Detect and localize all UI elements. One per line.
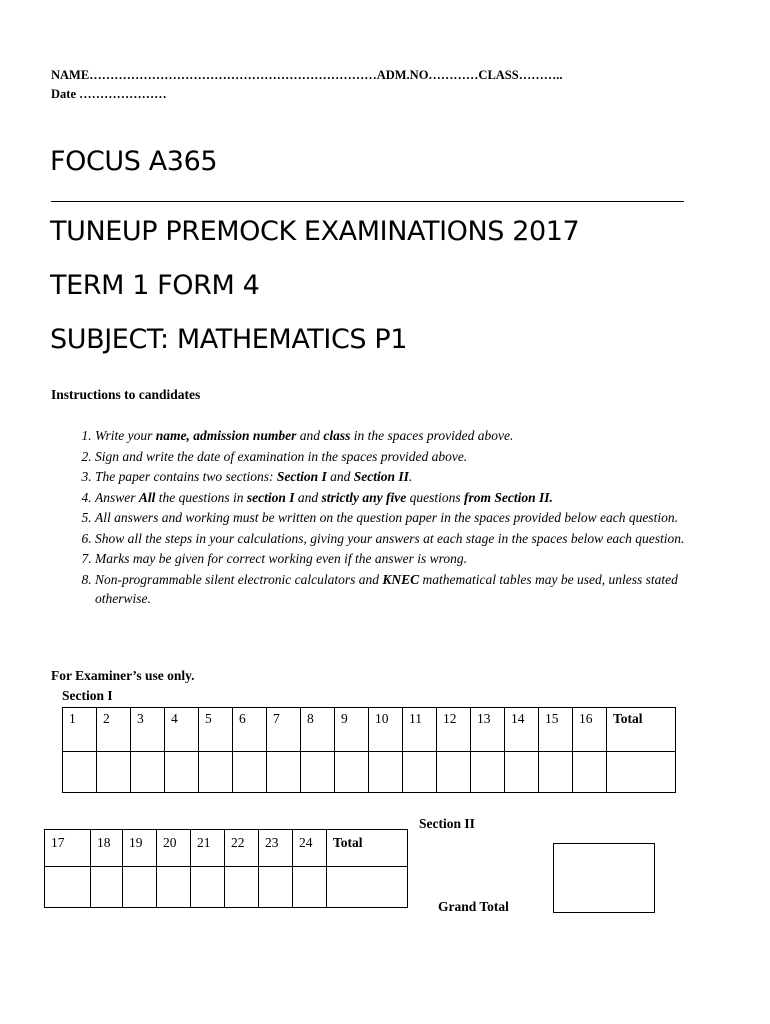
question-number-header: 13 xyxy=(471,708,505,752)
question-number-header: 2 xyxy=(97,708,131,752)
question-number-header: 24 xyxy=(293,830,327,867)
score-cell[interactable] xyxy=(259,867,293,908)
question-number-header: 10 xyxy=(369,708,403,752)
total-column-header: Total xyxy=(327,830,408,867)
date-line: Date ………………… xyxy=(51,87,167,101)
question-number-header: 8 xyxy=(301,708,335,752)
question-number-header: 17 xyxy=(45,830,91,867)
score-cell[interactable] xyxy=(45,867,91,908)
instruction-text: Write your xyxy=(95,428,156,443)
question-number-header: 16 xyxy=(573,708,607,752)
question-number-header: 14 xyxy=(505,708,539,752)
question-number-header: 12 xyxy=(437,708,471,752)
instruction-text: . xyxy=(408,469,413,484)
subject-title: SUBJECT: MATHEMATICS P1 xyxy=(50,324,407,355)
total-score-cell[interactable] xyxy=(607,752,676,793)
instruction-text: Section I xyxy=(276,469,327,484)
score-cell[interactable] xyxy=(123,867,157,908)
section2-score-table xyxy=(44,829,408,908)
question-number-header: 1 xyxy=(63,708,97,752)
question-number-header: 19 xyxy=(123,830,157,867)
instruction-text: class xyxy=(323,428,351,443)
instruction-item xyxy=(95,467,705,486)
question-number-header: 18 xyxy=(91,830,123,867)
score-cell[interactable] xyxy=(403,752,437,793)
instruction-text: the questions in xyxy=(155,489,247,505)
instruction-text: and xyxy=(296,428,324,443)
score-cell[interactable] xyxy=(293,867,327,908)
score-cell[interactable] xyxy=(301,752,335,793)
instructions-heading: Instructions to candidates xyxy=(51,387,201,402)
instruction-text: name, admission number xyxy=(155,428,297,443)
score-cell[interactable] xyxy=(191,867,225,908)
examiner-heading: For Examiner’s use only. xyxy=(51,668,195,683)
exam-title: TUNEUP PREMOCK EXAMINATIONS 2017 xyxy=(50,216,580,247)
question-number-header: 5 xyxy=(199,708,233,752)
instruction-text: KNEC xyxy=(382,571,420,587)
org-title: FOCUS A365 xyxy=(50,146,218,177)
instruction-text: Sign and write the date of examination in the spaces provided above. xyxy=(95,448,468,464)
section2-label: Section II xyxy=(419,816,475,831)
instruction-text: The paper contains two sections: xyxy=(95,469,277,484)
instruction-item xyxy=(95,488,705,507)
question-number-header: 6 xyxy=(233,708,267,752)
total-column-header: Total xyxy=(607,708,676,752)
question-number-header: 20 xyxy=(157,830,191,867)
score-cell[interactable] xyxy=(539,752,573,793)
instruction-item xyxy=(95,508,705,527)
instructions-list xyxy=(67,426,705,609)
instruction-text: strictly any five xyxy=(321,489,407,505)
question-number-header: 22 xyxy=(225,830,259,867)
term-title: TERM 1 FORM 4 xyxy=(50,270,260,301)
question-number-header: 15 xyxy=(539,708,573,752)
instruction-text: in the spaces provided above. xyxy=(350,428,514,443)
question-number-header: 11 xyxy=(403,708,437,752)
instruction-item xyxy=(95,426,705,445)
question-number-header: 21 xyxy=(191,830,225,867)
section1-label: Section I xyxy=(62,688,113,703)
instruction-text: mathematical tables may be used, unless stated otherwise. xyxy=(95,571,678,606)
grand-total-label: Grand Total xyxy=(438,899,509,914)
score-cell[interactable] xyxy=(437,752,471,793)
instruction-text: from Section II. xyxy=(464,489,553,505)
title-divider xyxy=(51,201,684,202)
section1-score-table xyxy=(62,707,676,793)
grand-total-box[interactable] xyxy=(553,843,655,913)
instruction-item xyxy=(95,447,705,466)
instruction-item xyxy=(95,549,705,568)
score-cell[interactable] xyxy=(131,752,165,793)
question-number-header: 4 xyxy=(165,708,199,752)
score-cell[interactable] xyxy=(573,752,607,793)
question-number-header: 7 xyxy=(267,708,301,752)
instruction-text: section I xyxy=(246,489,295,505)
instruction-text: All xyxy=(138,489,156,505)
instruction-text: Marks may be given for correct working even if the answer is wrong. xyxy=(95,551,468,566)
question-number-header: 3 xyxy=(131,708,165,752)
score-cell[interactable] xyxy=(267,752,301,793)
instruction-text: Non-programmable silent electronic calculators and xyxy=(95,571,383,587)
instruction-text: Show all the steps in your calculations, giving your answers at each stage in the spaces below each question. xyxy=(95,530,685,546)
score-cell[interactable] xyxy=(91,867,123,908)
instruction-text: questions xyxy=(406,489,465,505)
score-cell[interactable] xyxy=(225,867,259,908)
question-number-header: 23 xyxy=(259,830,293,867)
score-cell[interactable] xyxy=(233,752,267,793)
score-cell[interactable] xyxy=(97,752,131,793)
instruction-text: All answers and working must be written on the question paper in the spaces provided below each question. xyxy=(95,510,678,525)
score-cell[interactable] xyxy=(335,752,369,793)
student-details-line: NAME……………………………………………………………ADM.NO…………CLASS……….. xyxy=(51,68,563,82)
instruction-text: Section II xyxy=(353,469,409,484)
instruction-text: Answer xyxy=(95,489,139,505)
instruction-item xyxy=(95,570,705,608)
score-cell[interactable] xyxy=(199,752,233,793)
question-number-header: 9 xyxy=(335,708,369,752)
score-cell[interactable] xyxy=(471,752,505,793)
score-cell[interactable] xyxy=(505,752,539,793)
score-cell[interactable] xyxy=(63,752,97,793)
instruction-text: and xyxy=(326,469,354,484)
instruction-item xyxy=(95,529,705,548)
score-cell[interactable] xyxy=(369,752,403,793)
instruction-text: and xyxy=(294,489,322,505)
total-score-cell[interactable] xyxy=(327,867,408,908)
score-cell[interactable] xyxy=(157,867,191,908)
score-cell[interactable] xyxy=(165,752,199,793)
